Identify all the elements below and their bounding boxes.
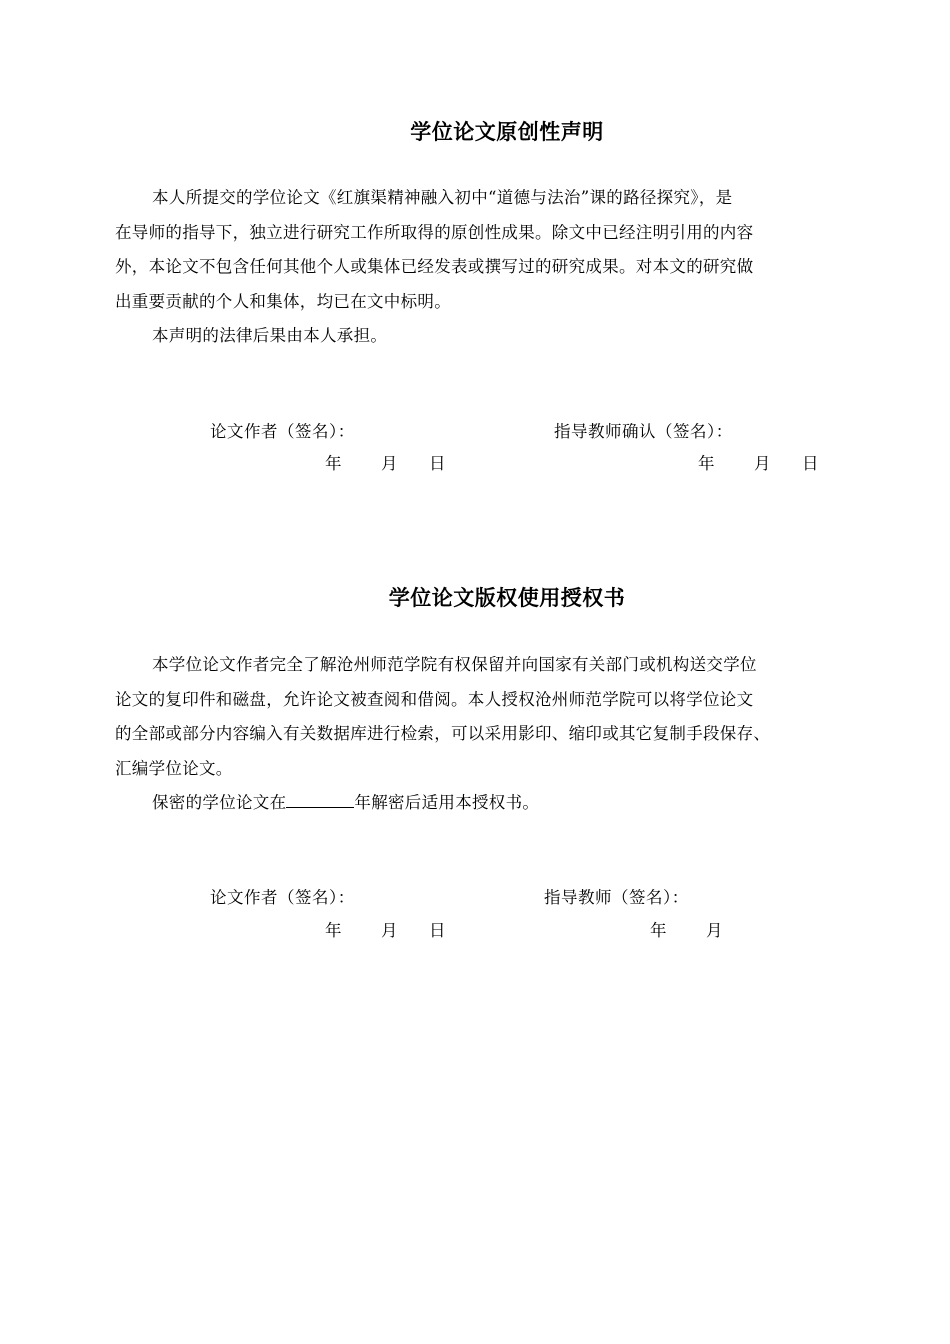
authorization-title: 学位论文版权使用授权书: [388, 586, 626, 610]
secrecy-line: [115, 786, 875, 821]
date-day-label: 日: [802, 454, 819, 473]
authorization-author-signature-label: 论文作者（签名）：: [210, 888, 355, 907]
declaration-advisor-date: [698, 450, 819, 474]
declaration-advisor-signature-label: 指导教师确认（签名）：: [554, 422, 733, 441]
declaration-author-signature-label: 论文作者（签名）：: [210, 422, 355, 441]
date-month-label: 月: [381, 921, 398, 940]
declaration-author-date: [325, 450, 446, 474]
authorization-line: 的全部或部分内容编入有关数据库进行检索，可以采用影印、缩印或其它复制手段保存、: [115, 724, 771, 743]
declaration-title: 学位论文原创性声明: [410, 120, 604, 144]
secrecy-prefix: 保密的学位论文在: [152, 793, 287, 812]
date-day-label: 日: [429, 454, 446, 473]
secrecy-suffix: 年解密后适用本授权书。: [354, 793, 540, 812]
date-month-label: 月: [754, 454, 771, 473]
secrecy-years-blank: [286, 792, 354, 808]
declaration-line: 本声明的法律后果由本人承担。: [152, 326, 388, 345]
date-year-label: 年: [325, 921, 342, 940]
declaration-line: 本人所提交的学位论文《红旗渠精神融入初中“道德与法治”课的路径探究》，是: [152, 188, 733, 207]
date-month-label: 月: [706, 921, 723, 940]
authorization-body: [115, 648, 875, 821]
authorization-line: 汇编学位论文。: [115, 758, 233, 778]
date-year-label: 年: [650, 921, 667, 940]
date-year-label: 年: [325, 454, 342, 473]
authorization-author-date: [325, 917, 446, 941]
authorization-line: 论文的复印件和磁盘，允许论文被查阅和借阅。本人授权沧州师范学院可以将学位论文: [115, 689, 754, 709]
declaration-body: [115, 181, 875, 354]
date-month-label: 月: [381, 454, 398, 473]
declaration-line: 外，本论文不包含任何其他个人或集体已经发表或撰写过的研究成果。对本文的研究做: [115, 257, 754, 276]
declaration-line: 在导师的指导下，独立进行研究工作所取得的原创性成果。除文中已经注明引用的内容: [115, 222, 754, 242]
date-day-label: 日: [429, 921, 446, 940]
authorization-advisor-date: [650, 917, 723, 941]
authorization-advisor-signature-label: 指导教师（签名）：: [544, 888, 689, 907]
authorization-line: 本学位论文作者完全了解沧州师范学院有权保留并向国家有关部门或机构送交学位: [152, 655, 757, 674]
date-year-label: 年: [698, 454, 715, 473]
declaration-line: 出重要贡献的个人和集体，均已在文中标明。: [115, 291, 451, 311]
